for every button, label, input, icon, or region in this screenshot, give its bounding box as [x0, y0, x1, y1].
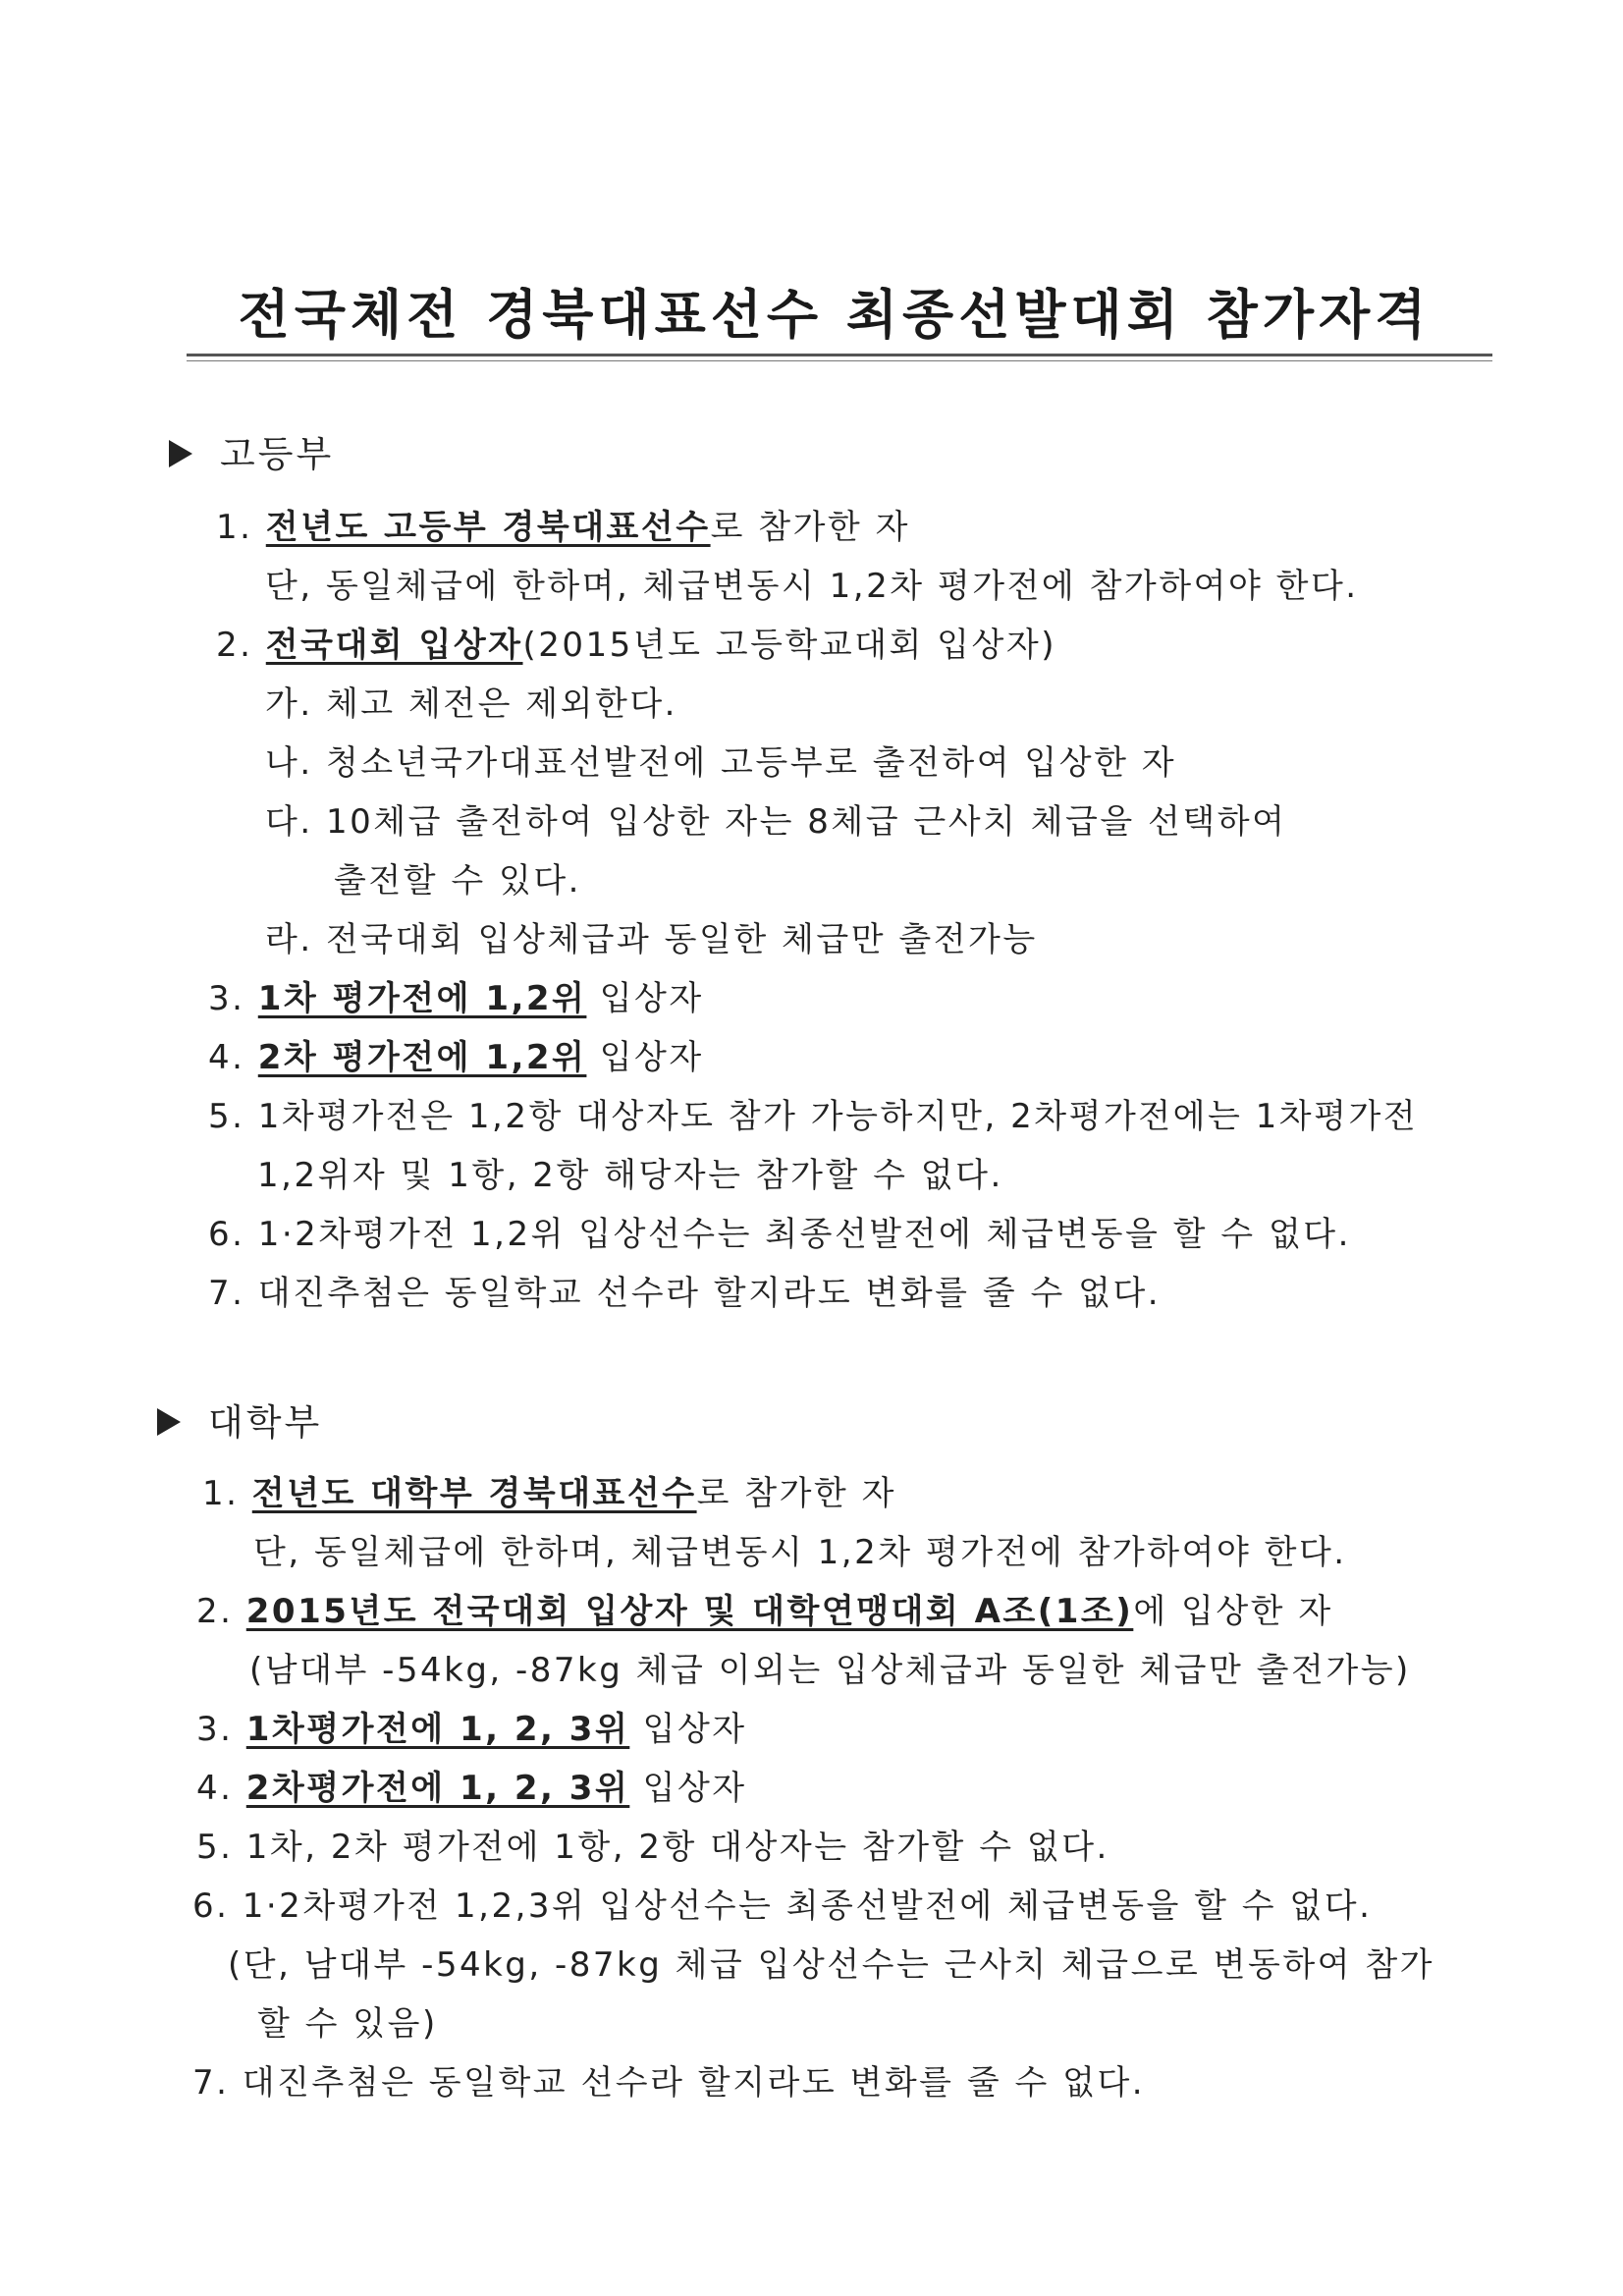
item-number: 2. — [216, 626, 253, 665]
item-number: 3. — [208, 979, 245, 1018]
list-item: 5. 1차평가전은 1,2항 대상자도 참가 가능하지만, 2차평가전에는 1차평가전 — [208, 1097, 1419, 1136]
list-item — [216, 507, 910, 548]
emphasis: 전년도 고등부 경북대표선수 — [265, 508, 711, 547]
list-item-note: 할 수 있음) — [257, 2004, 438, 2044]
section-heading: 대학부 — [208, 1401, 323, 1444]
item-number: 4. — [208, 1038, 245, 1077]
sub-item: 나. 청소년국가대표선발전에 고등부로 출전하여 입상한 자 — [265, 743, 1177, 783]
list-item: 6. 1·2차평가전 1,2,3위 입상선수는 최종선발전에 체급변동을 할 수 없다. — [192, 1886, 1373, 1926]
item-text: 로 참가한 자 — [696, 1474, 896, 1513]
list-item — [208, 1037, 704, 1078]
list-item-note: (단, 남대부 -54kg, -87kg 체급 입상선수는 근사치 체급으로 변동하여 참가 — [228, 1945, 1435, 1985]
item-number: 2. — [196, 1592, 234, 1631]
emphasis: 2차평가전에 1, 2, 3위 — [245, 1769, 630, 1808]
triangle-bullet-icon — [157, 1408, 181, 1436]
item-text: 입상자 — [586, 979, 704, 1018]
emphasis: 전국대회 입상자 — [265, 626, 523, 665]
item-text: 입상자 — [629, 1769, 747, 1808]
list-item: 7. 대진추첨은 동일학교 선수라 할지라도 변화를 줄 수 없다. — [192, 2063, 1146, 2103]
title-rule — [187, 354, 1492, 356]
list-item-note: 단, 동일체급에 한하며, 체급변동시 1,2차 평가전에 참가하여야 한다. — [265, 567, 1359, 606]
item-number: 3. — [196, 1710, 234, 1749]
list-item-cont: 1,2위자 및 1항, 2항 해당자는 참가할 수 없다. — [257, 1156, 1003, 1195]
triangle-bullet-icon — [169, 440, 192, 467]
section-univ — [157, 1393, 322, 1446]
list-item: 7. 대진추첨은 동일학교 선수라 할지라도 변화를 줄 수 없다. — [208, 1274, 1162, 1313]
section-heading: 고등부 — [220, 433, 335, 475]
sub-item: 다. 10체급 출전하여 입상한 자는 8체급 근사치 체급을 선택하여 — [265, 802, 1287, 842]
sub-item-cont: 출전할 수 있다. — [334, 861, 581, 901]
list-item — [216, 625, 1056, 666]
list-item — [208, 978, 704, 1019]
list-item: 6. 1·2차평가전 1,2위 입상선수는 최종선발전에 체급변동을 할 수 없다. — [208, 1215, 1351, 1254]
emphasis: 1차 평가전에 1,2위 — [257, 979, 587, 1018]
list-item: 5. 1차, 2차 평가전에 1항, 2항 대상자는 참가할 수 없다. — [196, 1828, 1109, 1867]
item-text: 에 입상한 자 — [1133, 1592, 1333, 1631]
list-item — [196, 1768, 747, 1809]
item-text: 입상자 — [586, 1038, 704, 1077]
item-number: 4. — [196, 1769, 234, 1808]
item-number: 1. — [202, 1474, 240, 1513]
section-high — [169, 424, 334, 477]
item-number: 1. — [216, 508, 253, 547]
sub-item: 라. 전국대회 입상체급과 동일한 체급만 출전가능 — [265, 920, 1038, 959]
emphasis: 2015년도 전국대회 입상자 및 대학연맹대회 A조(1조) — [245, 1592, 1134, 1631]
emphasis: 1차평가전에 1, 2, 3위 — [245, 1710, 630, 1749]
page-title: 전국체전 경북대표선수 최종선발대회 참가자격 — [238, 284, 1432, 346]
sub-item: 가. 체고 체전은 제외한다. — [265, 684, 677, 724]
list-item-note: 단, 동일체급에 한하며, 체급변동시 1,2차 평가전에 참가하여야 한다. — [253, 1533, 1347, 1572]
list-item — [196, 1709, 747, 1750]
emphasis: 전년도 대학부 경북대표선수 — [251, 1474, 697, 1513]
item-text: 입상자 — [629, 1710, 747, 1749]
item-text: (2015년도 고등학교대회 입상자) — [522, 626, 1056, 665]
list-item — [196, 1591, 1333, 1632]
list-item-note: (남대부 -54kg, -87kg 체급 이외는 입상체급과 동일한 체급만 출전가능) — [249, 1651, 1411, 1690]
emphasis: 2차 평가전에 1,2위 — [257, 1038, 587, 1077]
item-text: 로 참가한 자 — [710, 508, 910, 547]
list-item — [202, 1473, 896, 1514]
title-rule-thin — [187, 360, 1492, 361]
